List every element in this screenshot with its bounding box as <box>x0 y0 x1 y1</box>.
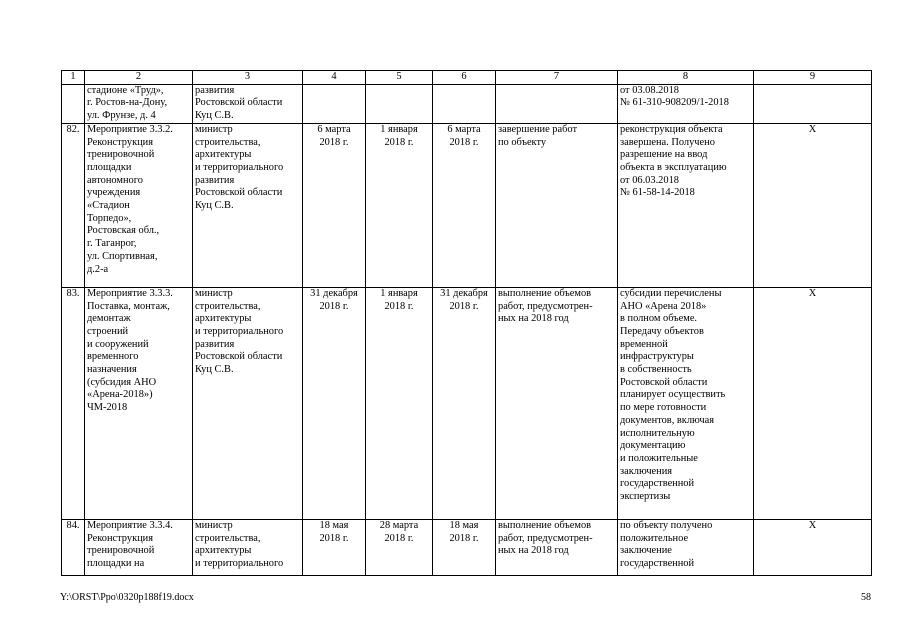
header-cell: 8 <box>618 71 754 85</box>
mark-cell: X <box>754 123 872 287</box>
status-cell: по объекту получено положительное заключение государственной <box>618 519 754 575</box>
date-cell: 31 декабря 2018 г. <box>303 287 366 519</box>
status-cell: субсидии перечислены АНО «Арена 2018» в полном объеме. Передачу объектов временной инфраструктуры в собственность Ростовской области планирует осуществить по мере готовности документов, включая исполнительную документацию и положительные заключения государственной экспертизы <box>618 287 754 519</box>
header-cell: 2 <box>85 71 193 85</box>
header-cell: 3 <box>193 71 303 85</box>
page-number: 58 <box>861 592 871 603</box>
responsible-cell: министр строительства, архитектуры и территориального развития Ростовской области Куц С.В. <box>193 123 303 287</box>
event-cell: стадионе «Труд», г. Ростов-на-Дону, ул. Фрунзе, д. 4 <box>85 84 193 123</box>
file-path: Y:\ORST\Ppo\0320p188f19.docx <box>60 592 194 603</box>
header-row <box>62 71 872 85</box>
date-cell: 1 января 2018 г. <box>366 123 433 287</box>
date-cell: 18 мая 2018 г. <box>433 519 496 575</box>
event-cell: Мероприятие 3.3.2. Реконструкция тренировочной площадки автономного учреждения «Стадион Торпедо», Ростовская обл., г. Таганрог, ул. Спортивная, д.2-а <box>85 123 193 287</box>
event-cell: Мероприятие 3.3.4. Реконструкция тренировочной площадки на <box>85 519 193 575</box>
date-cell: 6 марта 2018 г. <box>303 123 366 287</box>
mark-cell: X <box>754 287 872 519</box>
table-row <box>62 84 872 123</box>
table-row <box>62 287 872 519</box>
table-row <box>62 519 872 575</box>
row-number: 82. <box>62 123 85 287</box>
row-number <box>62 84 85 123</box>
date-cell: 18 мая 2018 г. <box>303 519 366 575</box>
table-row <box>62 123 872 287</box>
header-cell: 4 <box>303 71 366 85</box>
report-table <box>61 70 872 576</box>
date-cell <box>303 84 366 123</box>
responsible-cell: министр строительства, архитектуры и территориального <box>193 519 303 575</box>
header-cell: 1 <box>62 71 85 85</box>
date-cell: 6 марта 2018 г. <box>433 123 496 287</box>
row-number: 83. <box>62 287 85 519</box>
date-cell: 28 марта 2018 г. <box>366 519 433 575</box>
date-cell: 1 января 2018 г. <box>366 287 433 519</box>
responsible-cell: развития Ростовской области Куц С.В. <box>193 84 303 123</box>
header-cell: 7 <box>496 71 618 85</box>
date-cell <box>366 84 433 123</box>
responsible-cell: министр строительства, архитектуры и территориального развития Ростовской области Куц С.В. <box>193 287 303 519</box>
event-cell: Мероприятие 3.3.3. Поставка, монтаж, демонтаж строений и сооружений временного назначения (субсидия АНО «Арена-2018») ЧМ-2018 <box>85 287 193 519</box>
status-cell: от 03.08.2018 № 61-310-908209/1-2018 <box>618 84 754 123</box>
result-cell: завершение работ по объекту <box>496 123 618 287</box>
date-cell: 31 декабря 2018 г. <box>433 287 496 519</box>
status-cell: реконструкция объекта завершена. Получено разрешение на ввод объекта в эксплуатацию от 06.03.2018 № 61-58-14-2018 <box>618 123 754 287</box>
mark-cell <box>754 84 872 123</box>
row-number: 84. <box>62 519 85 575</box>
result-cell <box>496 84 618 123</box>
date-cell <box>433 84 496 123</box>
header-cell: 9 <box>754 71 872 85</box>
result-cell: выполнение объемов работ, предусмотрен- ных на 2018 год <box>496 519 618 575</box>
mark-cell: X <box>754 519 872 575</box>
result-cell: выполнение объемов работ, предусмотрен- ных на 2018 год <box>496 287 618 519</box>
header-cell: 6 <box>433 71 496 85</box>
header-cell: 5 <box>366 71 433 85</box>
